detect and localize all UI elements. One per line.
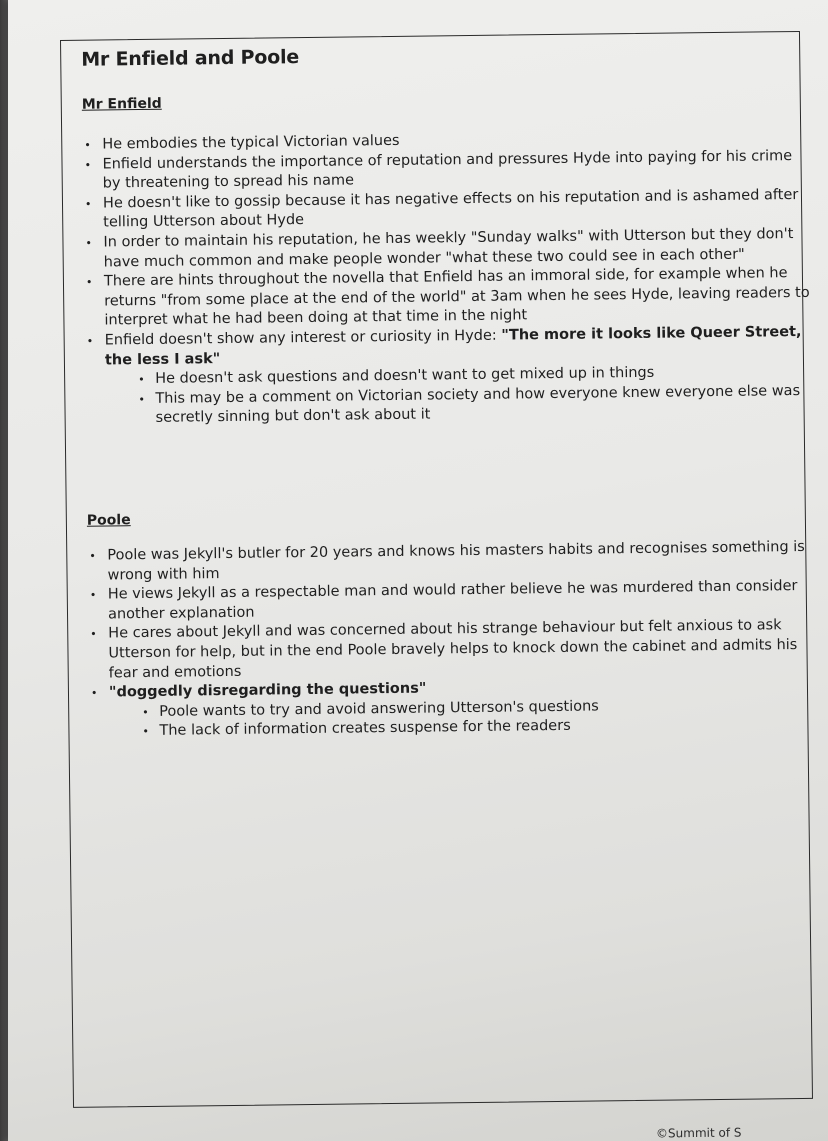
poole-sub-list	[109, 695, 817, 743]
section-heading-enfield: Mr Enfield	[81, 95, 162, 113]
list-item: • There are hints throughout the novella that Enfield has an immoral side, for example when he returns "from some place at the end of the world" at 3am when he sees Hyde, leaving readers to interpret what he had been doing at that time in the night	[104, 264, 813, 331]
doggedly-quote: "doggedly disregarding the questions"	[108, 680, 427, 701]
queer-street-lead: Enfield doesn't show any interest or curiosity in Hyde:	[104, 327, 502, 349]
queer-street-quote: "The more it looks like Queer Street, the less I ask"	[104, 323, 802, 369]
list-item: • He views Jekyll as a respectable man and would rather believe he was murdered than consider another explanation	[108, 577, 816, 625]
poole-bullet-list	[89, 538, 817, 743]
enfield-sub-list	[105, 362, 814, 429]
list-item: • In order to maintain his reputation, he has weekly "Sunday walks" with Utterson but they don't have much common and make people wonder "what these two could see in each other"	[103, 225, 811, 273]
page-title: Mr Enfield and Poole	[81, 46, 300, 71]
list-item	[109, 675, 818, 742]
content-frame	[60, 31, 813, 1108]
section-heading-poole: Poole	[86, 512, 131, 529]
list-item: • He embodies the typical Victorian values	[102, 127, 810, 155]
sub-list-item: • Poole wants to try and avoid answering Utterson's questions	[159, 695, 817, 723]
list-item: • Enfield understands the importance of reputation and pressures Hyde into paying for his crime by threatening to spread his name	[102, 146, 810, 194]
enfield-bullet-list	[84, 127, 814, 430]
sub-list-item: • This may be a comment on Victorian society and how everyone knew everyone else was secretly sinning but don't ask about it	[155, 382, 813, 429]
copyright-footer: ©Summit of S	[655, 1125, 742, 1141]
list-item: • He doesn't like to gossip because it has negative effects on his reputation and is ashamed after telling Utterson about Hyde	[103, 186, 811, 234]
paper-sheet	[8, 0, 828, 1141]
list-item	[105, 323, 814, 430]
list-item: • He cares about Jekyll and was concerned about his strange behaviour but felt anxious to ask Utterson for help, but in the end Poole bravely helps to knock down the cabinet and admits his fear and emotions	[108, 616, 817, 683]
sub-list-item: • The lack of information creates suspense for the readers	[159, 714, 817, 742]
list-item: • Poole was Jekyll's butler for 20 years and knows his masters habits and recognises something is wrong with him	[107, 538, 815, 586]
sub-list-item: • He doesn't ask questions and doesn't want to get mixed up in things	[155, 362, 813, 390]
